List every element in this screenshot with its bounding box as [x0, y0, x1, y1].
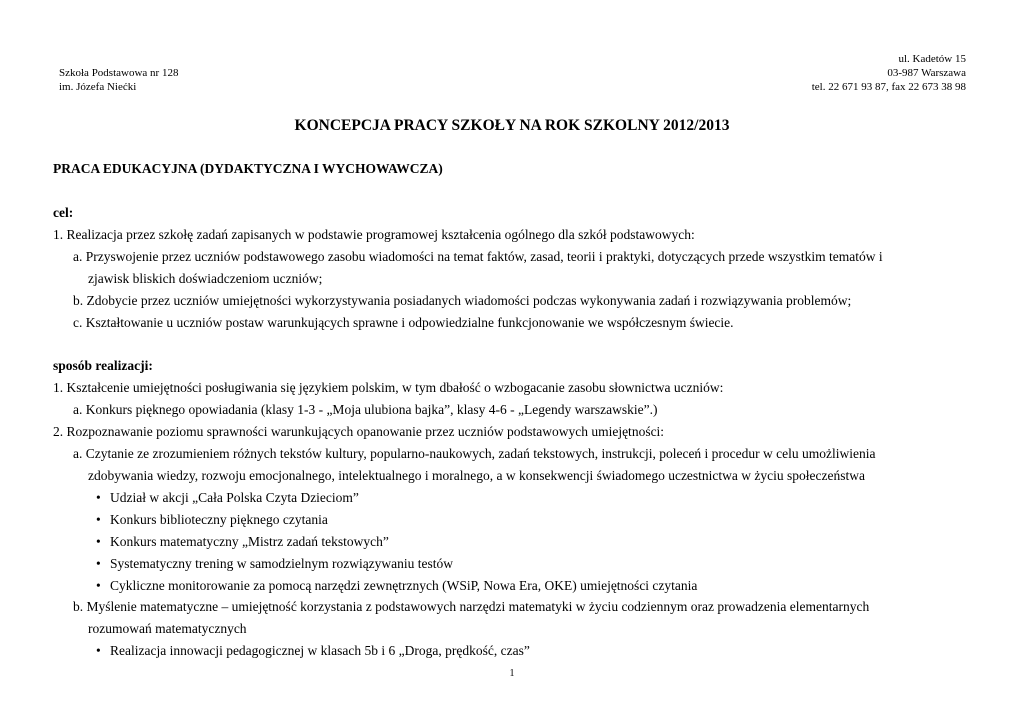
method-item-2: 2. Rozpoznawanie poziomu sprawności warunkujących opanowanie przez uczniów podstawowych umiejętności:	[53, 424, 665, 439]
goal-item-1a-cont: zjawisk bliskich doświadczeniom uczniów;	[88, 271, 323, 286]
bullet-item: • Konkurs matematyczny „Mistrz zadań tekstowych”	[96, 534, 389, 549]
method-item-2a: a. Czytanie ze zrozumieniem różnych tekstów kultury, popularno-naukowych, zadań tekstowych, instrukcji, poleceń i procedur w celu umożliwienia	[73, 446, 876, 461]
address-city: 03-987 Warszawa	[887, 67, 966, 79]
bullet-item: • Konkurs biblioteczny pięknego czytania	[96, 512, 328, 527]
page-number: 1	[509, 668, 515, 679]
document-title: KONCEPCJA PRACY SZKOŁY NA ROK SZKOLNY 2012/2013	[294, 117, 730, 134]
method-item-1: 1. Kształcenie umiejętności posługiwania się językiem polskim, w tym dbałość o wzbogacanie zasobu słownictwa uczniów:	[53, 380, 724, 395]
goal-item-1c: c. Kształtowanie u uczniów postaw warunkujących sprawne i odpowiedzialne funkcjonowanie we współczesnym świecie.	[73, 315, 734, 330]
method-item-2b: b. Myślenie matematyczne – umiejętność korzystania z podstawowych narzędzi matematyki w życiu codziennym oraz prowadzenia elementarnych	[73, 599, 870, 614]
method-item-1a: a. Konkurs pięknego opowiadania (klasy 1-3 - „Moja ulubiona bajka”, klasy 4-6 - „Legendy warszawskie”.)	[73, 402, 658, 417]
school-patron: im. Józefa Niećki	[59, 81, 137, 93]
bullet-item: • Cykliczne monitorowanie za pomocą narzędzi zewnętrznych (WSiP, Nowa Era, OKE) umiejętności czytania	[96, 578, 698, 593]
address-street: ul. Kadetów 15	[898, 53, 966, 65]
header-right	[812, 52, 966, 94]
header-left	[59, 66, 178, 94]
method-item-2b-cont: rozumowań matematycznych	[88, 621, 247, 636]
method-label: sposób realizacji:	[53, 358, 153, 373]
bullet-item: • Systematyczny trening w samodzielnym rozwiązywaniu testów	[96, 556, 454, 571]
goal-item-1b: b. Zdobycie przez uczniów umiejętności wykorzystywania posiadanych wiadomości podczas wykonywania zadań i rozwiązywania problemów;	[73, 293, 852, 308]
school-name: Szkoła Podstawowa nr 128	[59, 67, 179, 79]
goal-item-1: 1. Realizacja przez szkołę zadań zapisanych w podstawie programowej kształcenia ogólnego dla szkół podstawowych:	[53, 227, 695, 242]
method-item-2a-cont: zdobywania wiedzy, rozwoju emocjonalnego, intelektualnego i moralnego, a w konsekwencji świadomego uczestnictwa w życiu społeczeństwa	[88, 468, 865, 483]
goal-item-1a: a. Przyswojenie przez uczniów podstawowego zasobu wiadomości na temat faktów, zasad, teorii i praktyki, dotyczących przede wszystkim tematów i	[73, 249, 883, 264]
bullet-item: • Realizacja innowacji pedagogicznej w klasach 5b i 6 „Droga, prędkość, czas”	[96, 643, 530, 658]
bullet-item: • Udział w akcji „Cała Polska Czyta Dzieciom”	[96, 490, 359, 505]
goal-label: cel:	[53, 205, 74, 220]
section-heading: PRACA EDUKACYJNA (DYDAKTYCZNA I WYCHOWAWCZA)	[53, 161, 443, 176]
contact-phone-fax: tel. 22 671 93 87, fax 22 673 38 98	[811, 81, 966, 93]
